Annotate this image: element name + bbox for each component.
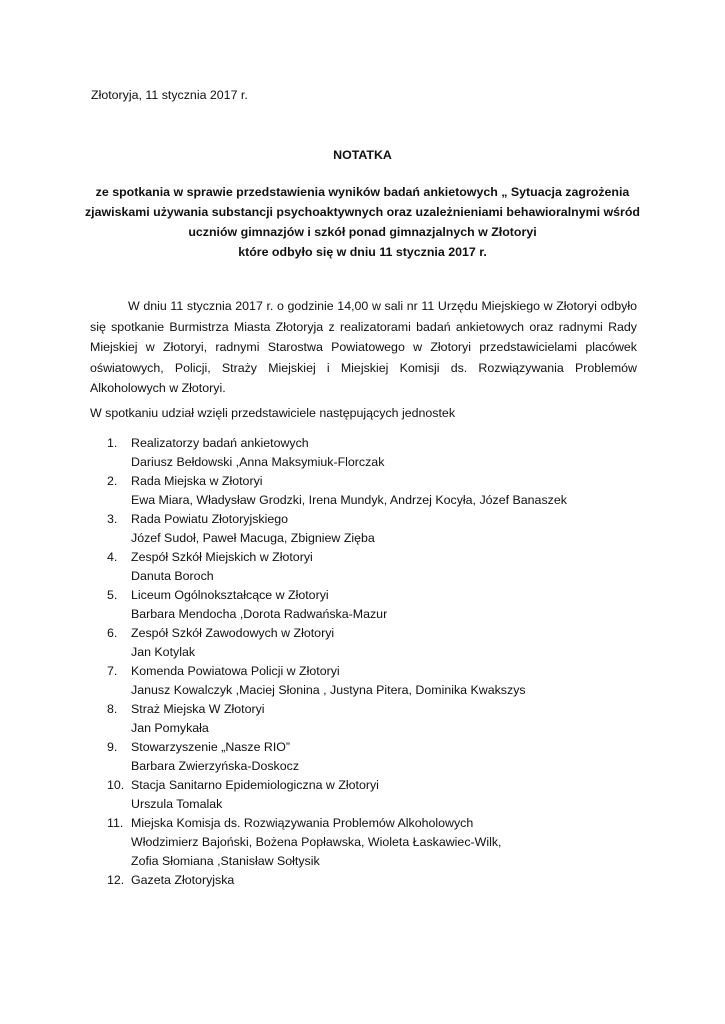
list-item xyxy=(90,548,650,586)
document-date: Złotoryja, 11 stycznia 2017 r. xyxy=(91,88,248,102)
list-item xyxy=(90,871,650,890)
body-paragraph-attendees-intro: W spotkaniu udział wzięli przedstawiciele następujących jednostek xyxy=(90,406,456,420)
unit-people: Jan Pomykała xyxy=(131,721,209,735)
list-item-number: 2. xyxy=(107,474,118,488)
unit-name: Straż Miejska W Złotoryi xyxy=(131,702,265,716)
list-item xyxy=(90,738,650,776)
unit-people: Barbara Zwierzyńska-Doskocz xyxy=(131,759,300,773)
unit-people: Ewa Miara, Władysław Grodzki, Irena Mundyk, Andrzej Kocyła, Józef Banaszek xyxy=(131,493,567,507)
document-subtitle xyxy=(0,182,725,262)
unit-name: Zespół Szkół Zawodowych w Złotoryi xyxy=(131,626,335,640)
subtitle-line: które odbyło się w dniu 11 stycznia 2017 r. xyxy=(238,245,487,259)
list-item xyxy=(90,776,650,814)
document-heading: NOTATKA xyxy=(333,148,392,162)
list-item-number: 5. xyxy=(107,588,118,602)
unit-name: Liceum Ogólnokształcące w Złotoryi xyxy=(131,588,329,602)
unit-name: Realizatorzy badań ankietowych xyxy=(131,436,309,450)
list-item xyxy=(90,510,650,548)
unit-name: Stowarzyszenie „Nasze RIO” xyxy=(131,740,291,754)
list-item-number: 1. xyxy=(107,436,118,450)
unit-people: Barbara Mendocha ,Dorota Radwańska-Mazur xyxy=(131,607,388,621)
list-item xyxy=(90,814,650,871)
unit-name: Gazeta Złotoryjska xyxy=(131,873,235,887)
unit-people: Jan Kotylak xyxy=(131,645,196,659)
list-item-number: 10. xyxy=(107,778,125,792)
list-item xyxy=(90,624,650,662)
subtitle-line: uczniów gimnazjów i szkół ponad gimnazjalnych w Złotoryi xyxy=(188,225,537,239)
unit-name: Zespół Szkół Miejskich w Złotoryi xyxy=(131,550,313,564)
unit-name: Stacja Sanitarno Epidemiologiczna w Złotoryi xyxy=(131,778,379,792)
unit-name: Rada Powiatu Złotoryjskiego xyxy=(131,512,289,526)
list-item-number: 8. xyxy=(107,702,118,716)
attendee-units-list xyxy=(90,434,650,890)
unit-people: Danuta Boroch xyxy=(131,569,214,583)
list-item-number: 7. xyxy=(107,664,118,678)
list-item-number: 6. xyxy=(107,626,118,640)
unit-people: Dariusz Bełdowski ,Anna Maksymiuk-Florczak xyxy=(131,455,385,469)
subtitle-line: ze spotkania w sprawie przedstawienia wyników badań ankietowych „ Sytuacja zagrożenia xyxy=(95,185,630,199)
list-item xyxy=(90,700,650,738)
list-item xyxy=(90,434,650,472)
subtitle-line: zjawiskami używania substancji psychoaktywnych oraz uzależnieniami behawioralnymi wśród xyxy=(84,205,640,219)
list-item xyxy=(90,662,650,700)
unit-name: Rada Miejska w Złotoryi xyxy=(131,474,263,488)
list-item xyxy=(90,472,650,510)
list-item-number: 4. xyxy=(107,550,118,564)
unit-name: Komenda Powiatowa Policji w Złotoryi xyxy=(131,664,340,678)
unit-people: Włodzimierz Bajoński, Bożena Popławska, Wioleta Łaskawiec-Wilk, xyxy=(131,835,502,849)
list-item-number: 3. xyxy=(107,512,118,526)
list-item-number: 9. xyxy=(107,740,118,754)
unit-people: Józef Sudoł, Paweł Macuga, Zbigniew Zięba xyxy=(131,531,375,545)
unit-people: Urszula Tomalak xyxy=(131,797,223,811)
unit-people: Zofia Słomiana ,Stanisław Sołtysik xyxy=(131,854,320,868)
unit-name: Miejska Komisja ds. Rozwiązywania Problemów Alkoholowych xyxy=(131,816,474,830)
list-item xyxy=(90,586,650,624)
body-paragraph-meeting: W dniu 11 stycznia 2017 r. o godzinie 14,00 w sali nr 11 Urzędu Miejskiego w Złotoryi odbyło się spotkanie Burmistrza Miasta Złotoryja z realizatorami badań ankietowych oraz radnymi Rady Miejskiej w Złotoryi, radnymi Starostwa Powiatowego w Złotoryi przedstawicielami placówek oświatowych, Policji, Straży Miejskiej i Miejskiej Komisji ds. Rozwiązywania Problemów Alkoholowych w Złotoryi. xyxy=(90,299,637,395)
list-item-number: 12. xyxy=(107,873,125,887)
unit-people: Janusz Kowalczyk ,Maciej Słonina , Justyna Pitera, Dominika Kwakszys xyxy=(131,683,526,697)
list-item-number: 11. xyxy=(107,816,124,830)
